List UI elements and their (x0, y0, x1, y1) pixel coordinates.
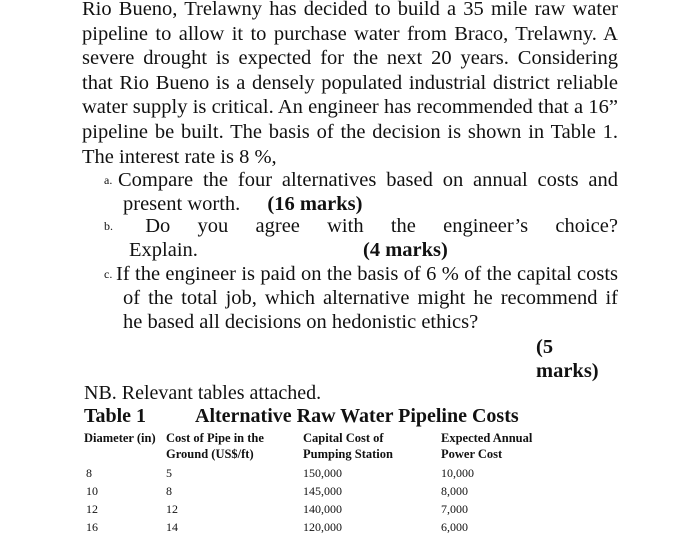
table-cell: 16 (86, 520, 98, 534)
table-cell: 12 (86, 502, 98, 516)
table-cell: 150,000 (303, 466, 342, 480)
table-cell: 140,000 (303, 502, 342, 516)
table-cell: 6,000 (441, 520, 468, 534)
question-b-letter: b. (104, 219, 113, 233)
header-power-cost-line2: Power Cost (441, 447, 503, 461)
table-cell: 5 (166, 466, 172, 480)
intro-paragraph: Rio Bueno, Trelawny has decided to build a 35 mile raw water pipeline to allow it to purchase water from Braco, Trelawny. A severe drought is expected for the next 20 years. Considering that Rio Bueno is a densely populated industrial district reliable water supply is critical. An engineer has recommended that a 16” pipeline be built. The basis of the decision is shown in Table 1. The interest rate is 8 %, (82, 0, 618, 168)
table-cell: 145,000 (303, 484, 342, 498)
question-b-word: you (197, 215, 229, 237)
question-c (104, 262, 618, 334)
question-b-line2: Explain. (129, 239, 198, 261)
table-cell: 8,000 (441, 484, 468, 498)
table-cell: 8 (86, 466, 92, 480)
header-power-cost-line1: Expected Annual (441, 431, 533, 445)
question-c-line2: of the total job, which alternative might he recommend if (123, 287, 618, 309)
header-capital-cost-line1: Capital Cost of (303, 431, 384, 445)
table-label: Table 1 (84, 405, 147, 427)
question-b-word: engineer’s (443, 215, 529, 237)
question-b-word: agree (255, 215, 300, 237)
header-capital-cost-line2: Pumping Station (303, 447, 393, 461)
table-cell: 10 (86, 484, 98, 498)
header-diameter: Diameter (in) (84, 431, 156, 445)
question-b-word: choice? (555, 215, 618, 237)
question-b-marks: (4 marks) (363, 239, 448, 261)
table-cell: 8 (166, 484, 172, 498)
table-cell: 10,000 (441, 466, 474, 480)
question-c-marks-line2: marks) (536, 360, 599, 382)
nb-note: NB. Relevant tables attached. (84, 382, 322, 404)
table-cell: 7,000 (441, 502, 468, 516)
question-a-letter: a. (104, 173, 113, 187)
question-c-marks-line1: (5 (536, 336, 554, 358)
table-cell: 12 (166, 502, 178, 516)
question-a-line1: Compare the four alternatives based on annual costs and (118, 169, 618, 191)
question-c-line3: he based all decisions on hedonistic ethics? (123, 311, 479, 333)
table-title: Alternative Raw Water Pipeline Costs (195, 405, 519, 427)
question-a (104, 168, 618, 216)
question-b-word: with (327, 215, 364, 237)
table-cell: 14 (166, 520, 178, 534)
question-b-word: Do (145, 215, 171, 237)
header-pipe-cost-line2: Ground (US$/ft) (166, 447, 254, 461)
header-pipe-cost-line1: Cost of Pipe in the (166, 431, 264, 445)
question-a-line2: present worth. (123, 193, 241, 215)
question-b-word: the (390, 215, 416, 237)
question-b (104, 214, 618, 262)
question-c-line1: If the engineer is paid on the basis of 6 % of the capital costs (116, 263, 618, 285)
question-a-marks: (16 marks) (267, 193, 363, 215)
question-c-letter: c. (104, 267, 113, 281)
table-cell: 120,000 (303, 520, 342, 534)
